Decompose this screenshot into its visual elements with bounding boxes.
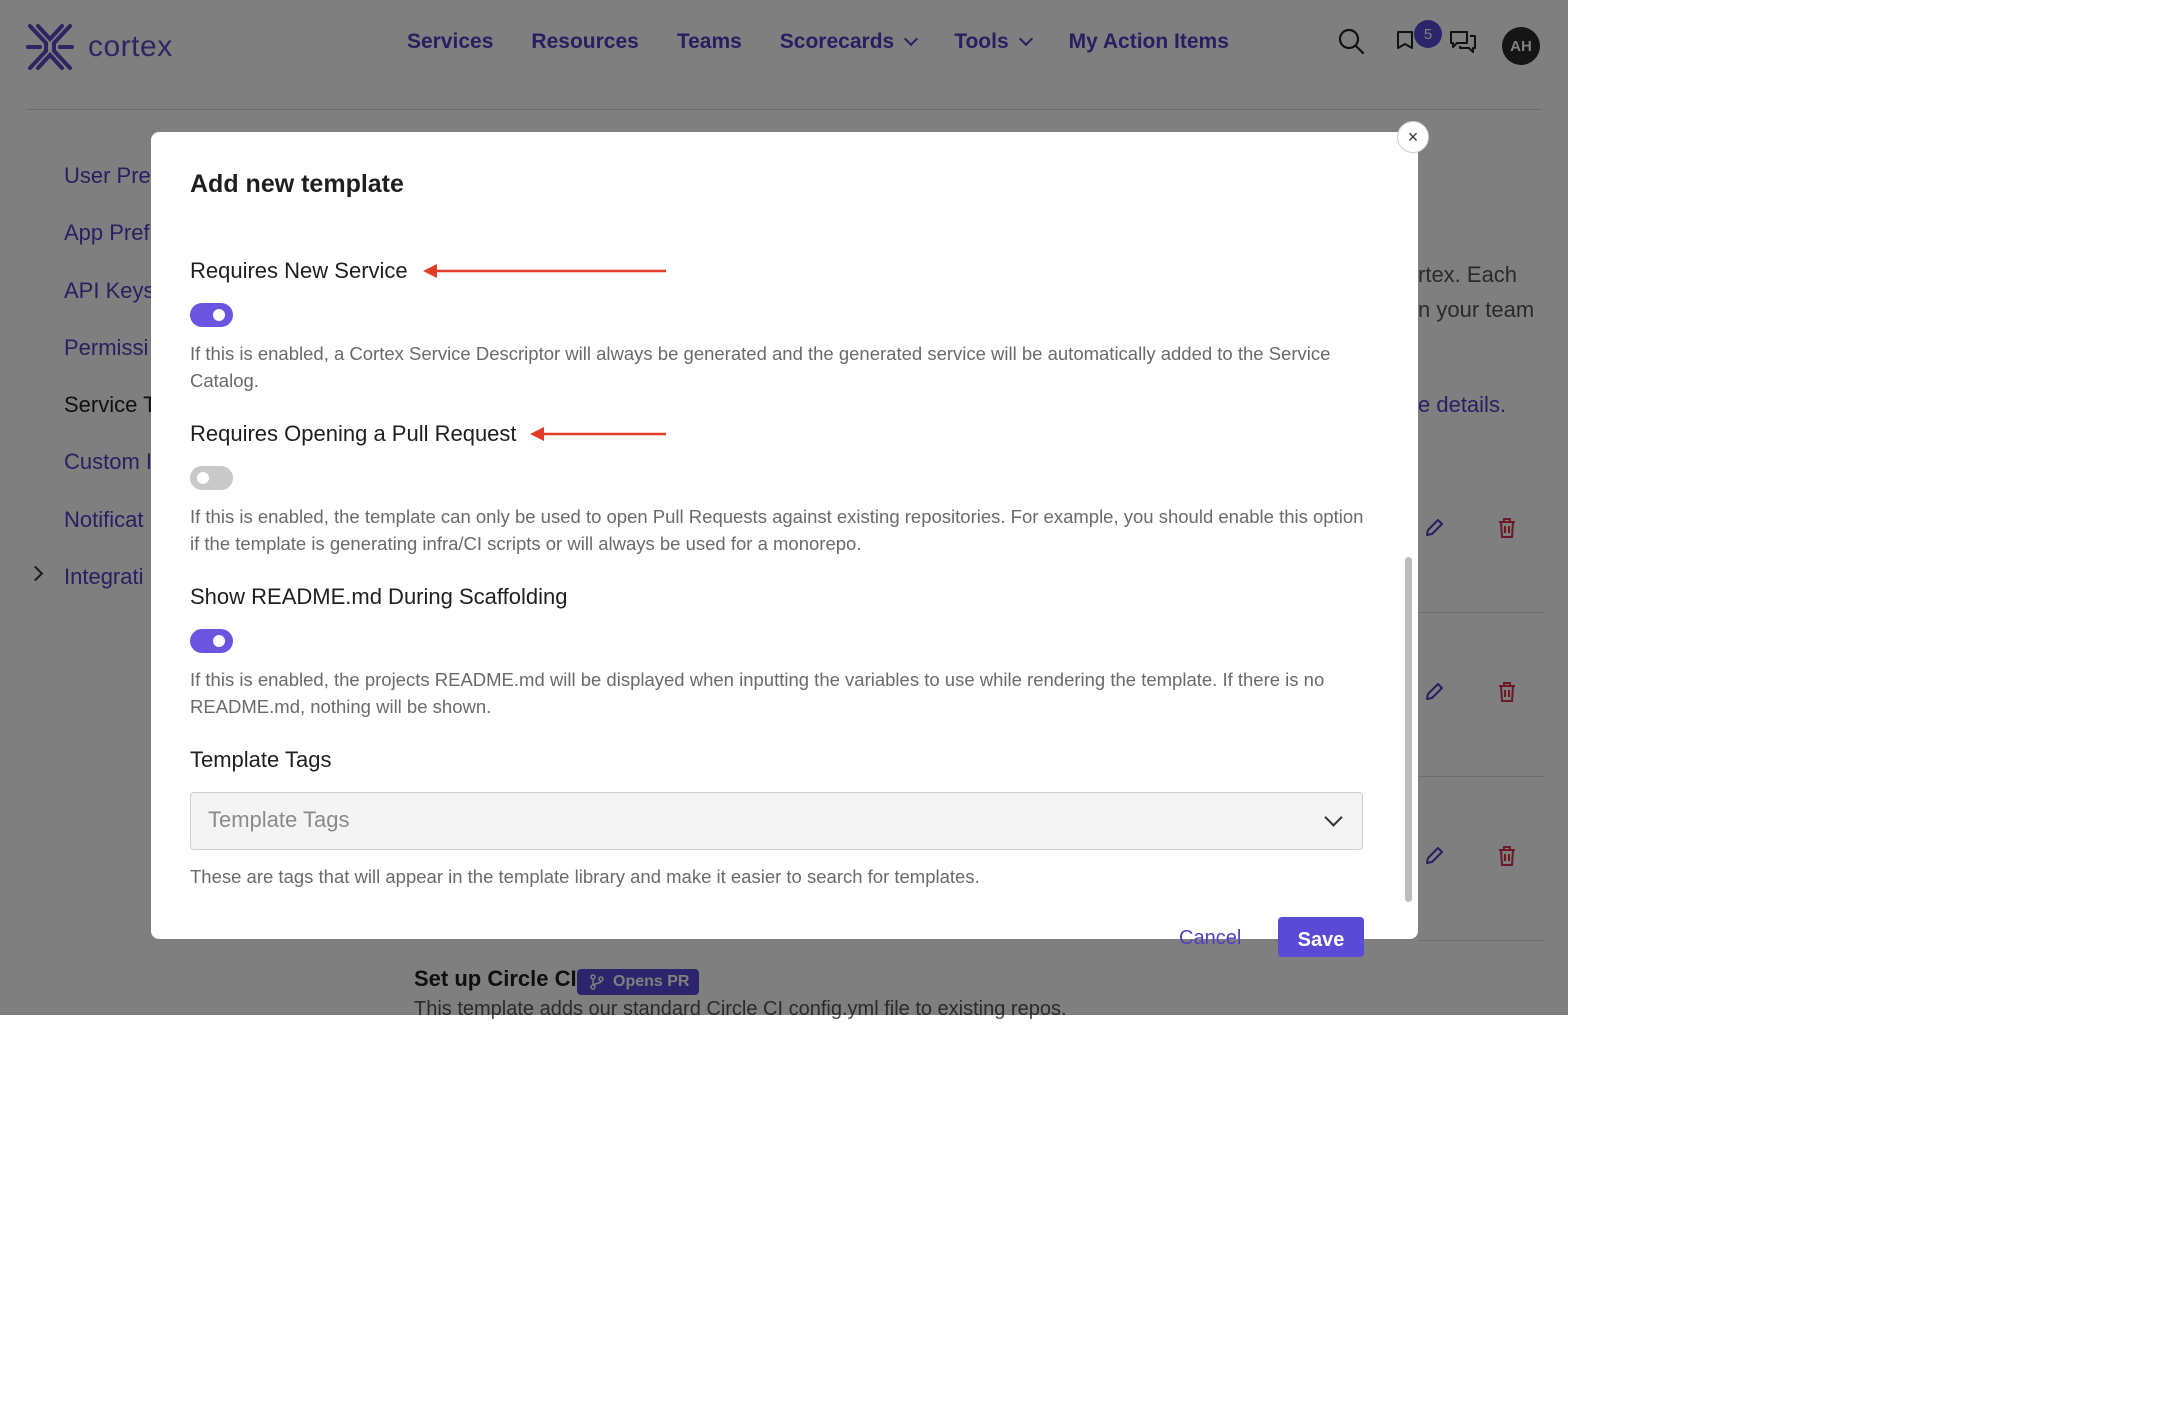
- toggle-knob: [197, 472, 209, 484]
- chevron-down-icon: [1324, 808, 1342, 826]
- modal-scrollbar[interactable]: [1405, 557, 1412, 902]
- toggle-knob: [213, 635, 225, 647]
- requires-pull-request-label: Requires Opening a Pull Request: [190, 421, 517, 446]
- annotation-arrow-icon: [527, 425, 670, 443]
- show-readme-label: Show README.md During Scaffolding: [190, 584, 568, 609]
- show-readme-help: If this is enabled, the projects README.md will be displayed when inputting the variables to use while rendering the template. If there is no README.md, nothing will be shown.: [190, 669, 1325, 717]
- requires-new-service-help: If this is enabled, a Cortex Service Descriptor will always be generated and the generated service will be automatically added to the Service Catalog.: [190, 343, 1331, 391]
- template-tags-label: Template Tags: [190, 747, 332, 772]
- requires-pull-request-help: If this is enabled, the template can only be used to open Pull Requests against existing repositories. For example, you should enable this option if the template is generating infra/CI scripts or will always be used for a monorepo.: [190, 506, 1364, 554]
- template-tags-placeholder: Template Tags: [208, 807, 350, 832]
- requires-new-service-toggle[interactable]: [190, 303, 233, 327]
- requires-pull-request-toggle[interactable]: [190, 466, 233, 490]
- requires-new-service-label: Requires New Service: [190, 258, 408, 283]
- template-tags-help: These are tags that will appear in the template library and make it easier to search for templates.: [190, 866, 980, 887]
- template-tags-select[interactable]: [190, 792, 1363, 850]
- close-button[interactable]: [1397, 121, 1429, 153]
- cancel-button[interactable]: Cancel: [1179, 927, 1242, 949]
- modal-title: Add new template: [190, 170, 404, 198]
- close-icon: ×: [1407, 126, 1419, 147]
- add-template-modal: [151, 132, 1418, 951]
- show-readme-toggle[interactable]: [190, 629, 233, 653]
- toggle-knob: [213, 309, 225, 321]
- annotation-arrow-icon: [420, 262, 670, 280]
- save-button[interactable]: Save: [1278, 917, 1364, 957]
